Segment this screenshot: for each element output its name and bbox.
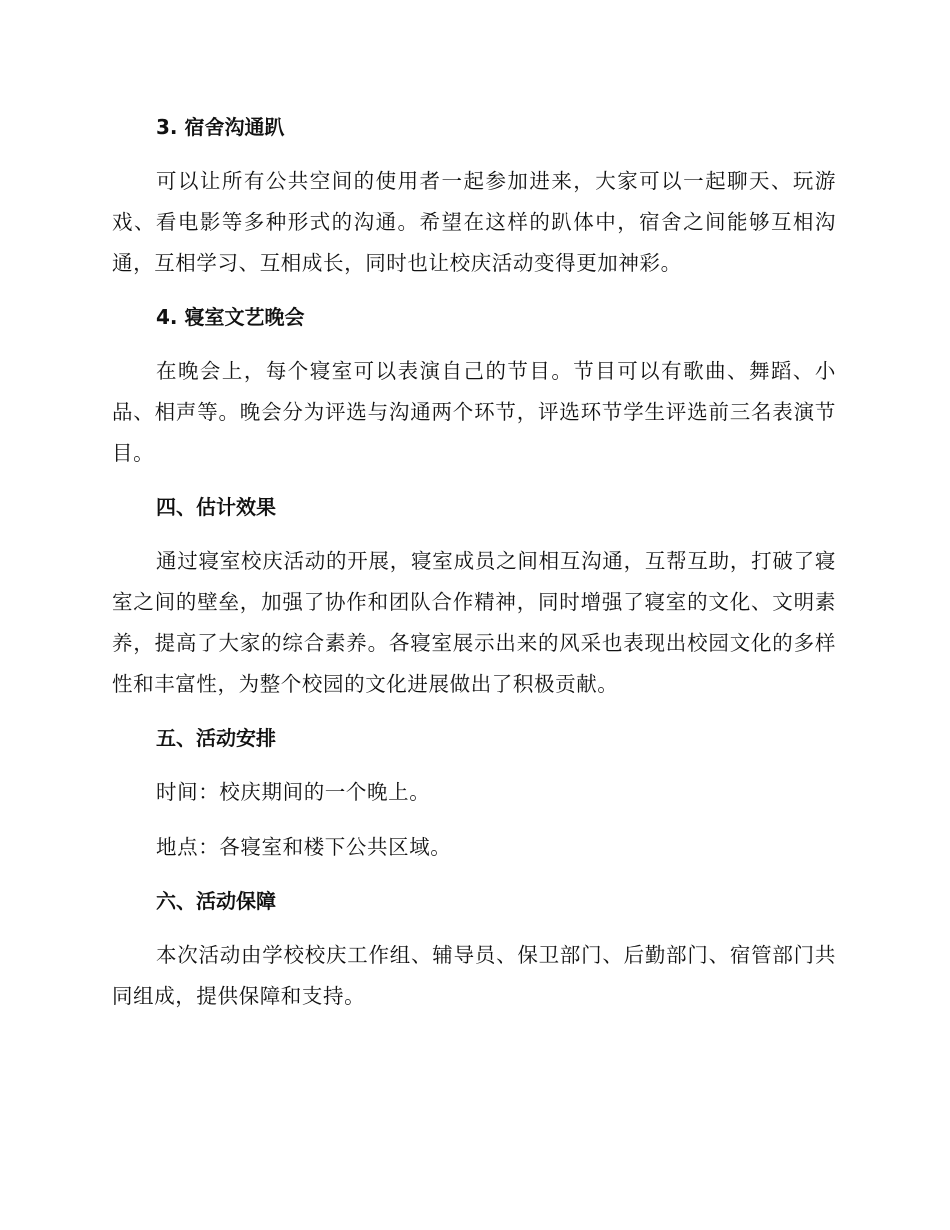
section-paragraph: 本次活动由学校校庆工作组、辅导员、保卫部门、后勤部门、宿管部门共同组成，提供保障和支持。	[112, 943, 836, 1008]
section-paragraph: 时间：校庆期间的一个晚上。	[156, 780, 431, 804]
section-paragraph: 在晚会上，每个寝室可以表演自己的节目。节目可以有歌曲、舞蹈、小品、相声等。晚会分为评选与沟通两个环节，评选环节学生评选前三名表演节目。	[112, 359, 836, 465]
section-heading: 4. 寝室文艺晚会	[156, 305, 305, 329]
document-body	[112, 109, 836, 1032]
section-paragraph: 地点：各寝室和楼下公共区域。	[156, 835, 452, 859]
section-heading: 五、活动安排	[156, 726, 276, 750]
section-heading: 3. 宿舍沟通趴	[156, 115, 285, 139]
section-heading: 四、估计效果	[156, 495, 276, 519]
section-paragraph: 通过寝室校庆活动的开展，寝室成员之间相互沟通，互帮互助，打破了寝室之间的壁垒，加强了协作和团队合作精神，同时增强了寝室的文化、文明素养，提高了大家的综合素养。各寝室展示出来的风采也表现出校园文化的多样性和丰富性，为整个校园的文化进展做出了积极贡献。	[112, 549, 836, 696]
section-heading: 六、活动保障	[156, 889, 276, 913]
section-paragraph: 可以让所有公共空间的使用者一起参加进来，大家可以一起聊天、玩游戏、看电影等多种形式的沟通。希望在这样的趴体中，宿舍之间能够互相沟通，互相学习、互相成长，同时也让校庆活动变得更加神彩。	[112, 169, 836, 275]
